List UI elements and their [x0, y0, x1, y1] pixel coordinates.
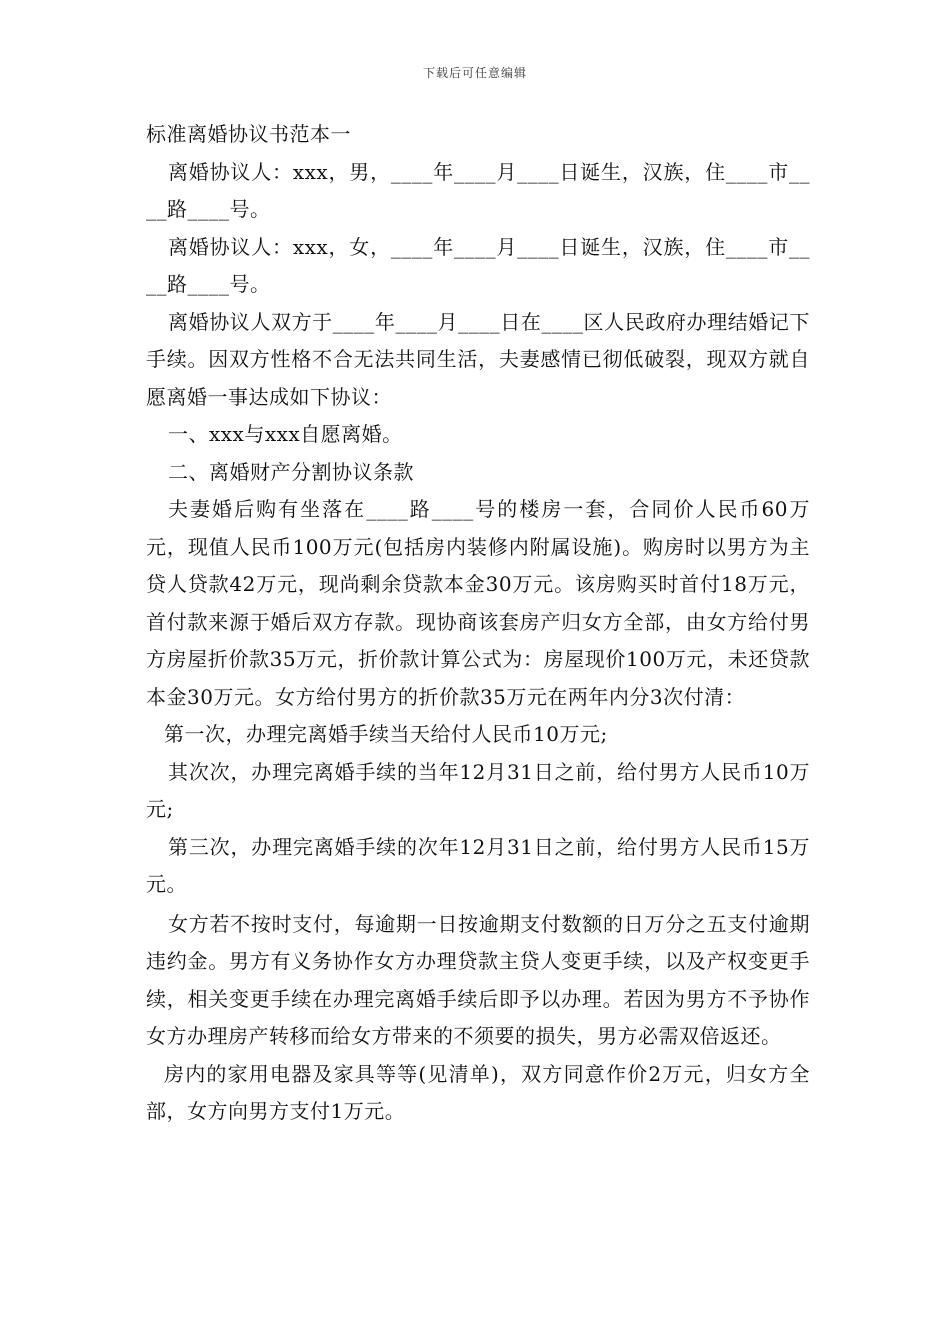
paragraph-clause-one: 一、xxx与xxx自愿离婚。 — [168, 422, 403, 446]
paragraph-property-house: 夫妻婚后购有坐落在____路____号的楼房一套，合同价人民币60万元，现值人民币100万元(包括房内装修内附属设施)。购房时以男方为主贷人贷款42万元，现尚剩余贷款本金30万元。该房购买时首付18万元，首付款来源于婚后双方存款。现协商该套房产归女方全部，由女方给付男方房屋折价款35万元，折价款计算公式为：房屋现价100万元，未还贷款本金30万元。女方给付男方的折价款35万元在两年内分3次付清： — [146, 497, 810, 709]
paragraph-party-female: 离婚协议人：xxx，女，____年____月____日诞生，汉族，住____市____路____号。 — [146, 234, 810, 296]
paragraph-appliances: 房内的家用电器及家具等等(见清单)，双方同意作价2万元，归女方全部，女方向男方支付1万元。 — [146, 1061, 810, 1123]
paragraph-marriage-registration: 离婚协议人双方于____年____月____日在____区人民政府办理结婚记下手续。因双方性格不合无法共同生活，夫妻感情已彻低破裂，现双方就自愿离婚一事达成如下协议： — [146, 309, 810, 409]
page-header: 下载后可任意编辑 — [422, 66, 527, 80]
paragraph-payment-first: 第一次，办理完离婚手续当天给付人民币10万元; — [164, 722, 608, 746]
paragraph-payment-second: 其次次，办理完离婚手续的当年12月31日之前，给付男方人民币10万元; — [146, 759, 810, 821]
paragraph-party-male: 离婚协议人：xxx，男，____年____月____日诞生，汉族，住____市____路____号。 — [146, 159, 810, 221]
document-body — [146, 116, 810, 1131]
document-title: 标准离婚协议书范本一 — [146, 122, 351, 146]
paragraph-payment-third: 第三次，办理完离婚手续的次年12月31日之前，给付男方人民币15万元。 — [146, 834, 810, 896]
paragraph-late-payment: 女方若不按时支付，每逾期一日按逾期支付数额的日万分之五支付逾期违约金。男方有义务协作女方办理贷款主贷人变更手续，以及产权变更手续，相关变更手续在办理完离婚手续后即予以办理。若因为男方不予协作女方办理房产转移而给女方带来的不须要的损失，男方必需双倍返还。 — [146, 911, 810, 1048]
paragraph-clause-two-heading: 二、离婚财产分割协议条款 — [168, 459, 414, 484]
